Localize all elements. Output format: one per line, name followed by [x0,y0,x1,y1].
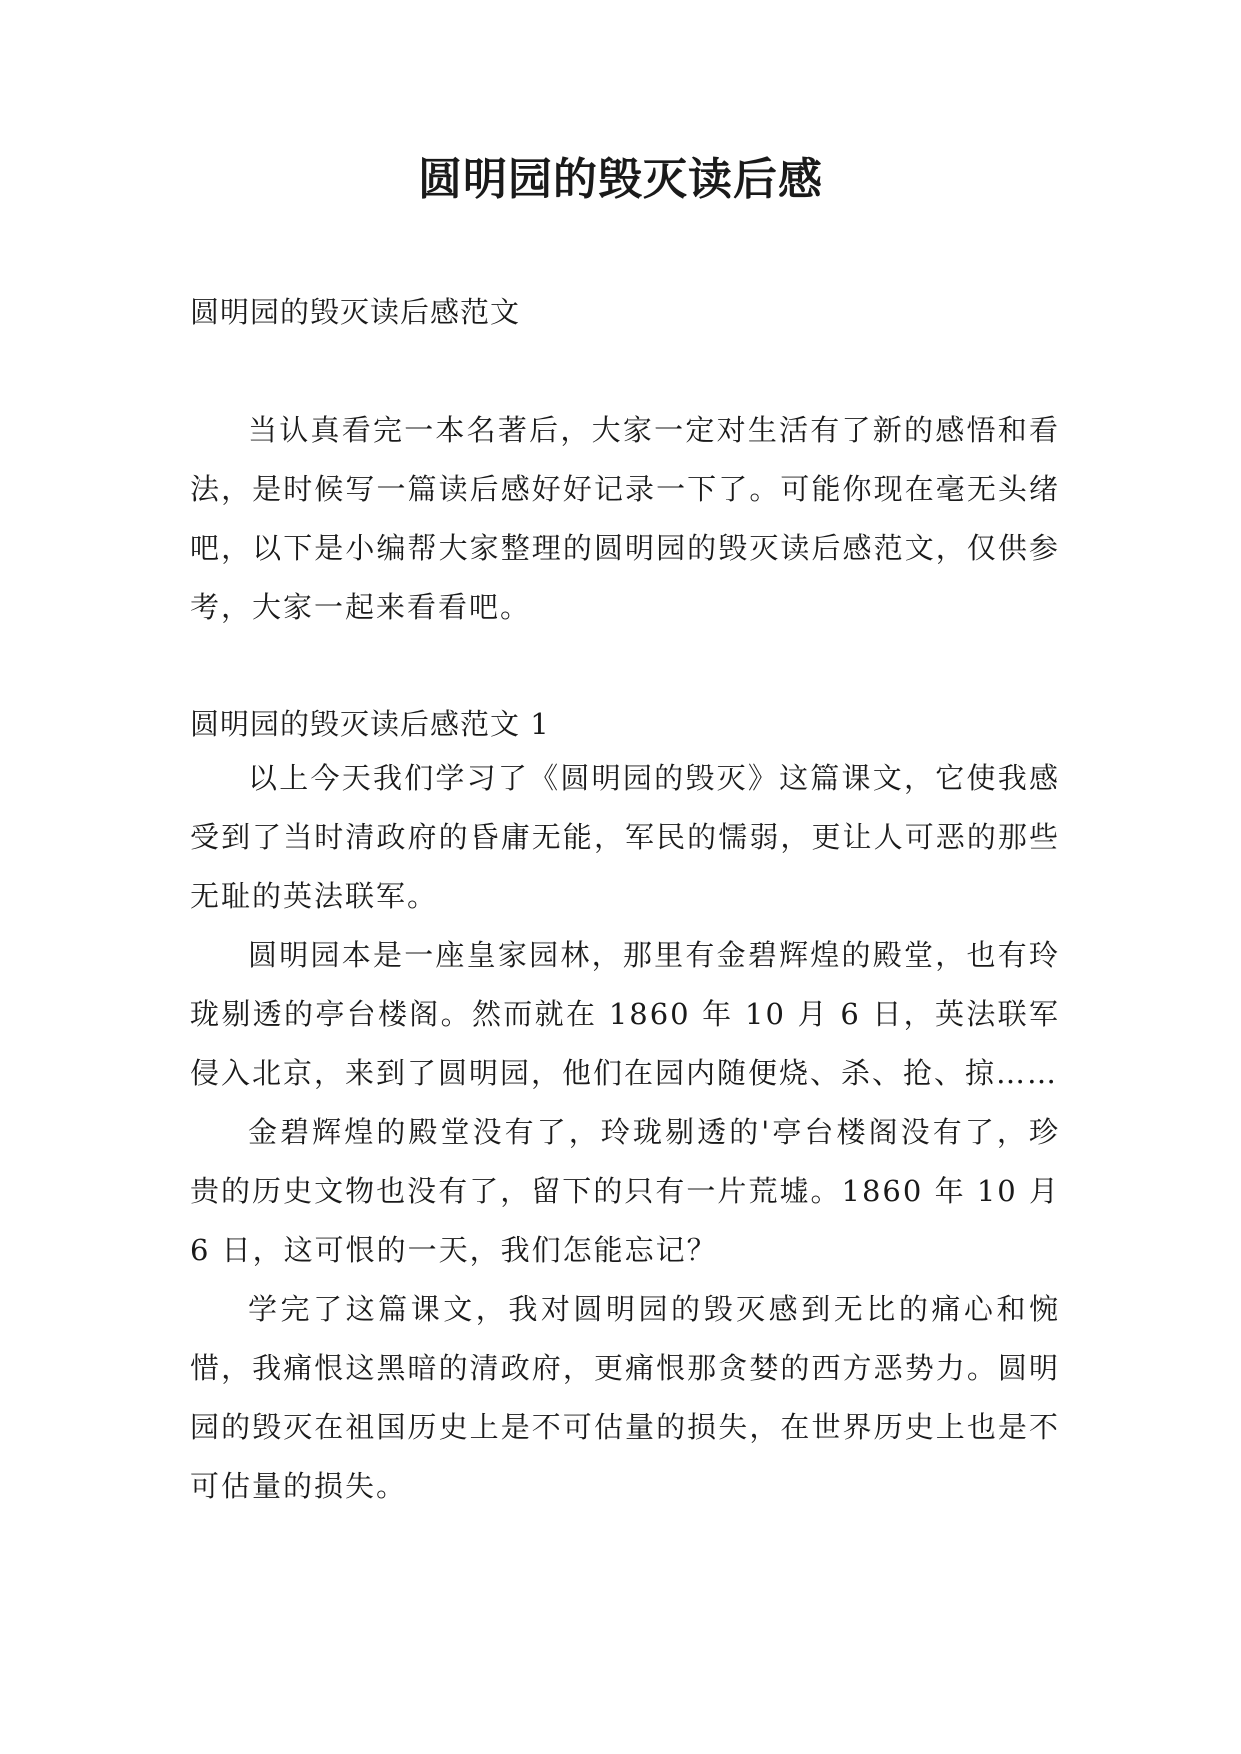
essay-paragraph-1: 以上今天我们学习了《圆明园的毁灭》这篇课文，它使我感受到了当时清政府的昏庸无能，军民的懦弱，更让人可恶的那些无耻的英法联军。 [190,761,1060,913]
document-title: 圆明园的毁灭读后感 [418,154,823,205]
document-subtitle: 圆明园的毁灭读后感范文 [190,295,521,329]
intro-paragraph: 当认真看完一本名著后，大家一定对生活有了新的感悟和看法，是时候写一篇读后感好好记录一下了。可能你现在毫无头绪吧，以下是小编帮大家整理的圆明园的毁灭读后感范文，仅供参考，大家一起来看看吧。 [190,413,1060,624]
essay-paragraph-4: 学完了这篇课文，我对圆明园的毁灭感到无比的痛心和惋惜，我痛恨这黑暗的清政府，更痛恨那贪婪的西方恶势力。圆明园的毁灭在祖国历史上是不可估量的损失，在世界历史上也是不可估量的损失。 [190,1292,1060,1503]
essay-paragraph-3: 金碧辉煌的殿堂没有了，玲珑剔透的'亭台楼阁没有了，珍贵的历史文物也没有了，留下的只有一片荒墟。1860 年 10 月 6 日，这可恨的一天，我们怎能忘记？ [190,1115,1060,1267]
intro-block [190,401,1060,637]
essay-paragraph-2: 圆明园本是一座皇家园林，那里有金碧辉煌的殿堂，也有玲珑剔透的亭台楼阁。然而就在 1860 年 10 月 6 日，英法联军侵入北京，来到了圆明园，他们在园内随便烧、杀、抢、掠…… [190,938,1060,1090]
section-heading: 圆明园的毁灭读后感范文 1 [190,707,550,741]
essay-body [190,749,1060,1516]
